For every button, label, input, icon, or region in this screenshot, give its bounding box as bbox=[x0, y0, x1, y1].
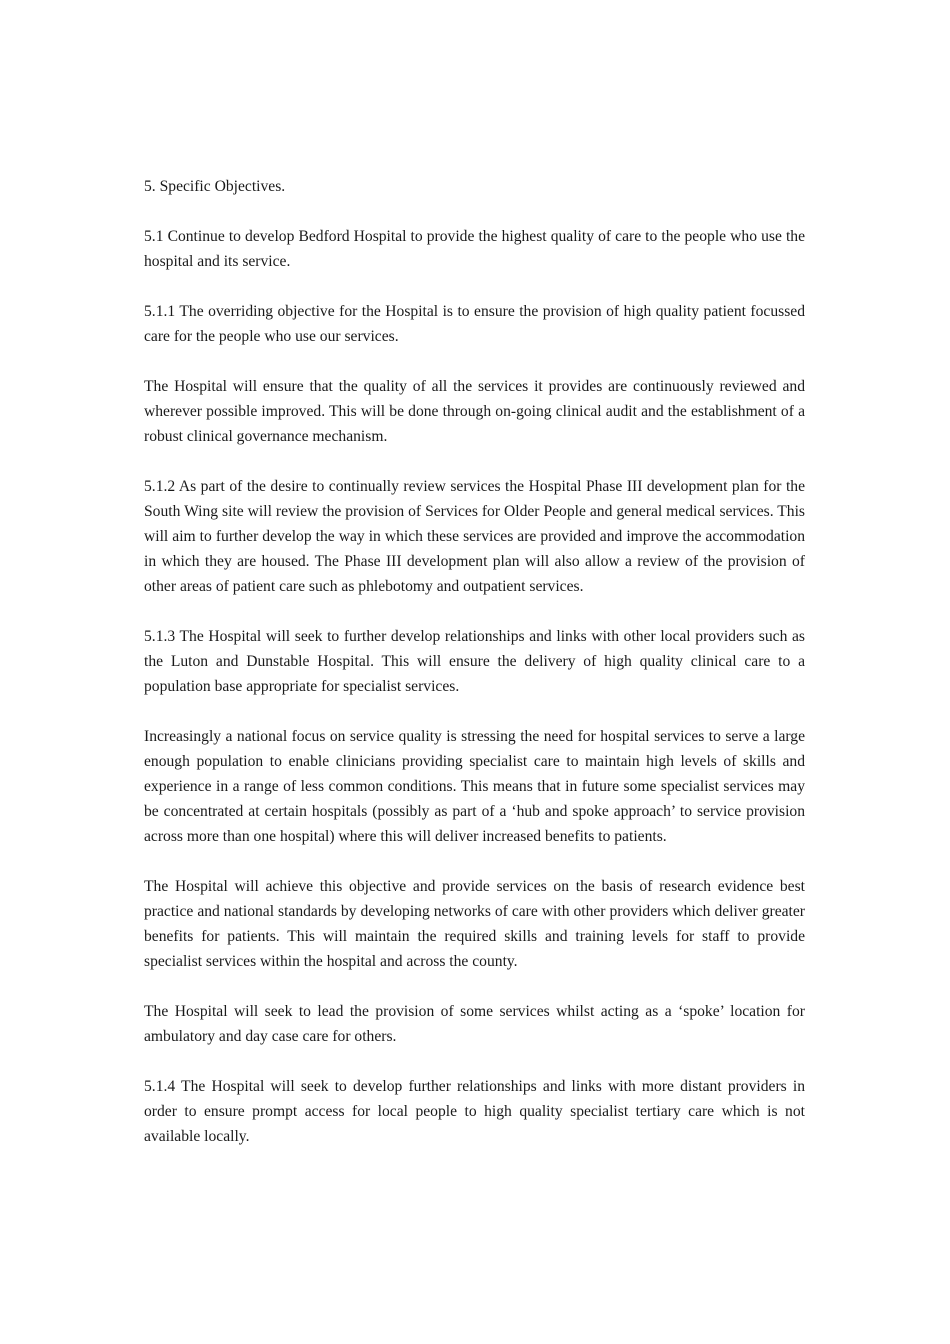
paragraph-quality-review: The Hospital will ensure that the quality of all the services it provides are continuously reviewed and wherever possible improved. This will be done through on-going clinical audit and the establishment of a robust clinical governance mechanism. bbox=[144, 378, 805, 445]
paragraph-networks-of-care: The Hospital will achieve this objective and provide services on the basis of research evidence best practice and national standards by developing networks of care with other providers which deliver greater benefits for patients. This will maintain the required skills and training levels for staff to provide specialist services within the hospital and across the county. bbox=[144, 878, 805, 970]
paragraph-5-1-3: 5.1.3 The Hospital will seek to further develop relationships and links with other local providers such as the Luton and Dunstable Hospital. This will ensure the delivery of high quality clinical care to a population base appropriate for specialist services. bbox=[144, 628, 805, 695]
paragraph-spoke-location: The Hospital will seek to lead the provision of some services whilst acting as a ‘spoke’ location for ambulatory and day case care for others. bbox=[144, 1003, 805, 1045]
paragraph-5-1-4: 5.1.4 The Hospital will seek to develop further relationships and links with more distant providers in order to ensure prompt access for local people to high quality specialist tertiary care which is not available locally. bbox=[144, 1078, 805, 1145]
section-heading: 5. Specific Objectives. bbox=[144, 178, 286, 195]
document-page bbox=[144, 174, 805, 1174]
paragraph-national-focus: Increasingly a national focus on service quality is stressing the need for hospital services to serve a large enough population to enable clinicians providing specialist care to maintain high levels of skills and experience in a range of less common conditions. This means that in future some specialist services may be concentrated at certain hospitals (possibly as part of a ‘hub and spoke approach’ to service provision across more than one hospital) where this will deliver increased benefits to patients. bbox=[144, 728, 805, 845]
paragraph-5-1: 5.1 Continue to develop Bedford Hospital to provide the highest quality of care to the people who use the hospital and its service. bbox=[144, 228, 805, 270]
paragraph-5-1-1: 5.1.1 The overriding objective for the Hospital is to ensure the provision of high quality patient focussed care for the people who use our services. bbox=[144, 303, 805, 345]
paragraph-5-1-2: 5.1.2 As part of the desire to continually review services the Hospital Phase III development plan for the South Wing site will review the provision of Services for Older People and general medical services. This will aim to further develop the way in which these services are provided and improve the accommodation in which they are housed. The Phase III development plan will also allow a review of the provision of other areas of patient care such as phlebotomy and outpatient services. bbox=[144, 478, 805, 595]
